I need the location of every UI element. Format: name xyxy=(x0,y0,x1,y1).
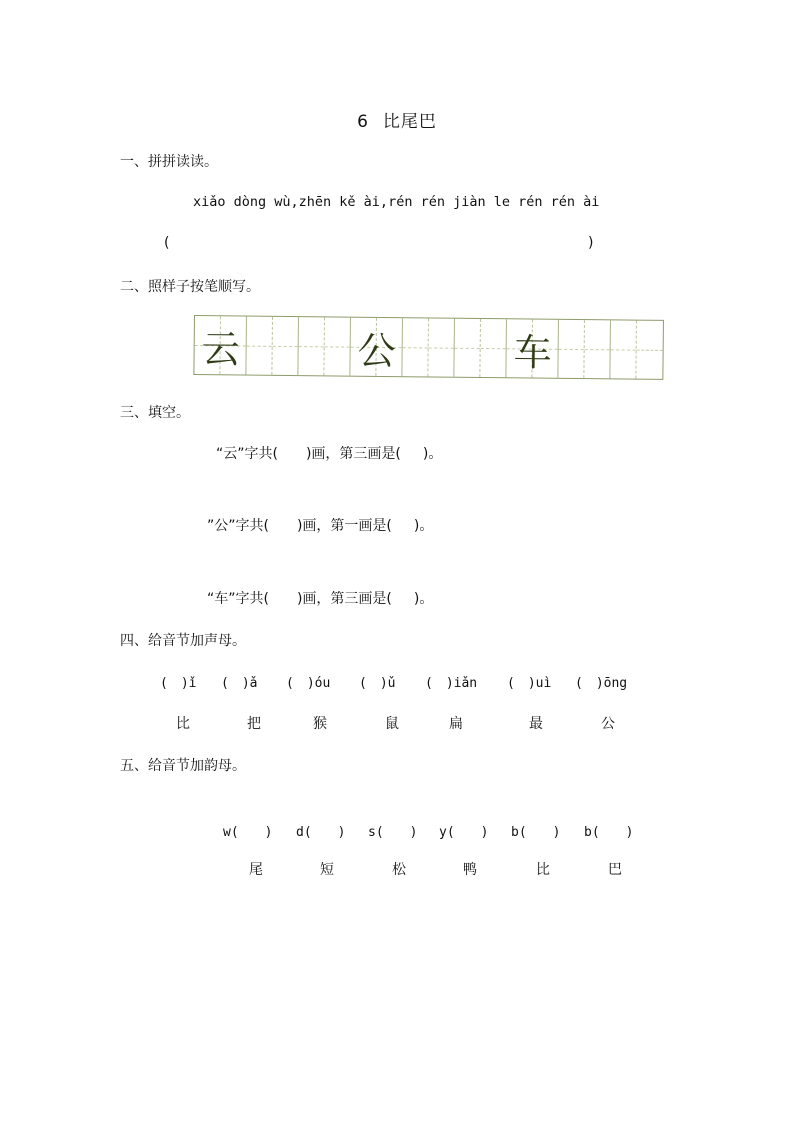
hanzi: 把 xyxy=(247,716,261,732)
hanzi: 巴 xyxy=(608,862,622,878)
fill-mid: )画，第三画是( xyxy=(296,591,392,607)
fill-prompt: “云”字共( xyxy=(216,446,278,462)
grid-cell[interactable] xyxy=(246,317,273,375)
lesson-title: 比尾巴 xyxy=(382,112,437,132)
pinyin-sentence: xiǎo dòng wù,zhēn kě ài,rén rén jiàn le rén rén ài xyxy=(193,194,600,210)
grid-cell[interactable] xyxy=(636,321,663,379)
grid-cell[interactable] xyxy=(454,319,481,377)
answer-close-paren: ) xyxy=(588,235,594,251)
fill-line-gong xyxy=(207,515,433,535)
section4-heading: 四、给音节加声母。 xyxy=(120,633,246,649)
fill-prompt: ”公”字共( xyxy=(207,518,269,534)
initial-blank[interactable]: ( )ōng xyxy=(575,676,628,691)
fill-end: )。 xyxy=(413,591,434,607)
hanzi: 鼠 xyxy=(385,716,399,732)
grid-cell[interactable] xyxy=(584,320,611,378)
final-blank[interactable]: y( ) xyxy=(439,825,489,840)
grid-cell[interactable] xyxy=(402,318,429,376)
hanzi: 短 xyxy=(320,862,334,878)
answer-open-paren: ( xyxy=(164,235,170,251)
section3-heading: 三、填空。 xyxy=(120,405,190,421)
model-character: 公 xyxy=(357,328,396,373)
initial-blank[interactable]: ( )óu xyxy=(286,676,331,691)
fill-mid: )画，第一画是( xyxy=(296,518,392,534)
fill-line-che xyxy=(207,588,433,608)
lesson-number: 6 xyxy=(357,112,369,132)
fill-mid: )画，第三画是( xyxy=(305,446,401,462)
grid-cell[interactable] xyxy=(506,319,552,377)
section5-heading: 五、给音节加韵母。 xyxy=(120,758,246,774)
hanzi: 猴 xyxy=(313,716,327,732)
initial-blank[interactable]: ( )uì xyxy=(507,676,552,691)
initial-blank[interactable]: ( )iǎn xyxy=(425,676,478,691)
grid-cell[interactable] xyxy=(194,316,240,374)
hanzi: 鸭 xyxy=(463,862,477,878)
initial-blank[interactable]: ( )ǔ xyxy=(359,676,396,691)
hanzi: 比 xyxy=(536,862,550,878)
grid-cell[interactable] xyxy=(610,320,637,378)
grid-cell[interactable] xyxy=(298,317,325,375)
final-blank[interactable]: d( ) xyxy=(296,825,346,840)
page-title xyxy=(0,107,794,132)
section2-heading: 二、照样子按笔顺写。 xyxy=(120,279,260,295)
model-character: 云 xyxy=(201,326,240,371)
hanzi: 最 xyxy=(529,716,543,732)
grid-cell[interactable] xyxy=(272,317,299,375)
hanzi: 松 xyxy=(392,862,406,878)
hanzi: 扁 xyxy=(449,716,463,732)
model-character: 车 xyxy=(513,329,552,375)
fill-end: )。 xyxy=(422,446,443,462)
section1-heading: 一、拼拼读读。 xyxy=(120,154,218,170)
grid-cell[interactable] xyxy=(350,318,396,376)
fill-line-yun xyxy=(216,443,442,463)
grid-cell[interactable] xyxy=(480,319,507,377)
writing-grid[interactable] xyxy=(193,315,664,380)
hanzi: 公 xyxy=(601,716,615,732)
hanzi: 比 xyxy=(176,716,190,732)
hanzi: 尾 xyxy=(249,862,263,878)
grid-cell[interactable] xyxy=(428,318,455,376)
answer-blank[interactable] xyxy=(176,232,586,252)
final-blank[interactable]: b( ) xyxy=(584,825,634,840)
initial-blank[interactable]: ( )ǐ xyxy=(160,676,197,691)
final-blank[interactable]: b( ) xyxy=(511,825,561,840)
grid-cell[interactable] xyxy=(558,320,585,378)
initial-blank[interactable]: ( )ǎ xyxy=(221,676,258,691)
fill-prompt: “车”字共( xyxy=(207,591,269,607)
grid-cell[interactable] xyxy=(324,317,351,375)
final-blank[interactable]: w( ) xyxy=(223,825,273,840)
fill-end: )。 xyxy=(413,518,434,534)
final-blank[interactable]: s( ) xyxy=(368,825,418,840)
